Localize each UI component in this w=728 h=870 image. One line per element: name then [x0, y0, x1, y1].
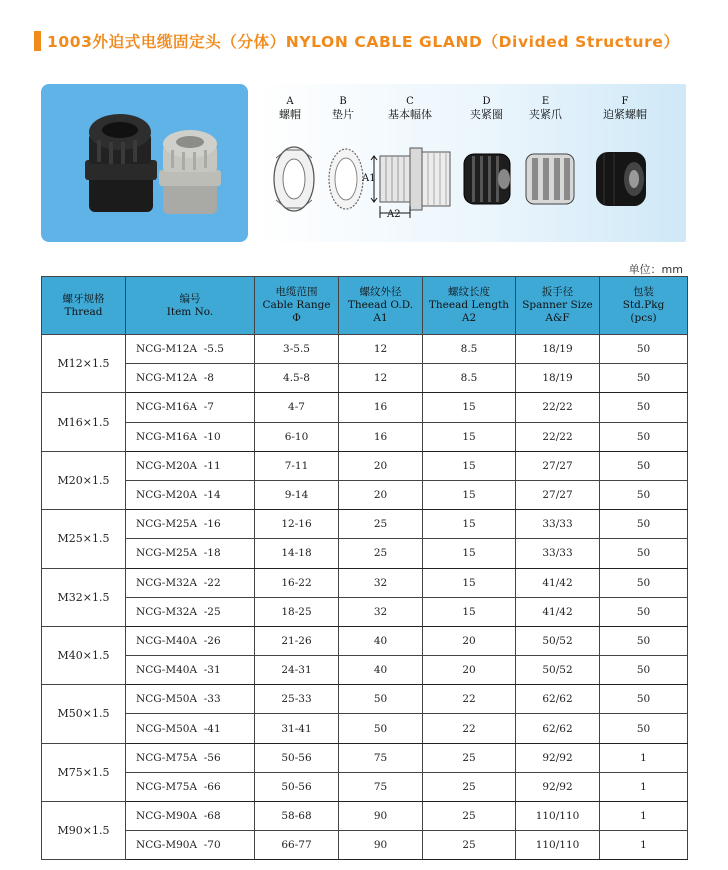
spanner-size-cell: 110/110	[516, 831, 600, 860]
cable-range-cell: 25-33	[255, 685, 339, 714]
table-row	[42, 831, 688, 860]
std-pkg-cell: 50	[600, 364, 688, 393]
std-pkg-cell: 50	[600, 568, 688, 597]
thread-od-cell: 50	[339, 714, 423, 743]
thread-cell: M40×1.5	[42, 626, 126, 684]
thread-od-cell: 75	[339, 772, 423, 801]
spanner-size-cell: 33/33	[516, 510, 600, 539]
thread-length-cell: 15	[423, 597, 516, 626]
std-pkg-cell: 50	[600, 480, 688, 509]
table-row	[42, 802, 688, 831]
thread-od-cell: 90	[339, 831, 423, 860]
table-header-row	[42, 277, 688, 335]
cable-range-cell: 7-11	[255, 451, 339, 480]
thread-length-cell: 20	[423, 656, 516, 685]
thread-od-cell: 32	[339, 568, 423, 597]
thread-cell: M25×1.5	[42, 510, 126, 568]
part-label-b: B 垫片	[332, 96, 354, 121]
item-no-cell: NCG-M32A -22	[126, 568, 255, 597]
thread-od-cell: 75	[339, 743, 423, 772]
spanner-size-cell: 92/92	[516, 743, 600, 772]
thread-od-cell: 20	[339, 451, 423, 480]
item-no-cell: NCG-M40A -31	[126, 656, 255, 685]
cable-range-cell: 4-7	[255, 393, 339, 422]
spanner-size-cell: 27/27	[516, 480, 600, 509]
thread-od-cell: 40	[339, 656, 423, 685]
thread-length-cell: 15	[423, 422, 516, 451]
std-pkg-cell: 1	[600, 802, 688, 831]
thread-cell: M90×1.5	[42, 802, 126, 860]
thread-length-cell: 15	[423, 568, 516, 597]
thread-od-cell: 16	[339, 393, 423, 422]
page-title-row	[34, 30, 680, 52]
thread-od-cell: 25	[339, 510, 423, 539]
thread-length-cell: 22	[423, 714, 516, 743]
item-no-cell: NCG-M25A -18	[126, 539, 255, 568]
unit-note: 单位：mm	[628, 263, 683, 276]
cable-range-cell: 14-18	[255, 539, 339, 568]
spanner-size-cell: 41/42	[516, 568, 600, 597]
thread-od-cell: 32	[339, 597, 423, 626]
thread-length-cell: 8.5	[423, 335, 516, 364]
part-label-e: E 夹紧爪	[529, 96, 562, 121]
table-row	[42, 597, 688, 626]
table-row	[42, 568, 688, 597]
std-pkg-cell: 50	[600, 714, 688, 743]
item-no-cell: NCG-M12A -5.5	[126, 335, 255, 364]
table-row	[42, 335, 688, 364]
spanner-size-cell: 18/19	[516, 335, 600, 364]
std-pkg-cell: 1	[600, 772, 688, 801]
header-spanner-size: 扳手径 Spanner Size A&F	[516, 277, 600, 335]
std-pkg-cell: 50	[600, 597, 688, 626]
cable-range-cell: 16-22	[255, 568, 339, 597]
std-pkg-cell: 1	[600, 743, 688, 772]
thread-length-cell: 8.5	[423, 364, 516, 393]
spanner-size-cell: 33/33	[516, 539, 600, 568]
header-thread: 螺牙规格 Thread	[42, 277, 126, 335]
cable-range-cell: 3-5.5	[255, 335, 339, 364]
cable-range-cell: 4.5-8	[255, 364, 339, 393]
header-std-pkg: 包装 Std.Pkg (pcs)	[600, 277, 688, 335]
part-f-sealing-nut-drawing	[596, 152, 646, 206]
item-no-cell: NCG-M20A -11	[126, 451, 255, 480]
part-c-body-drawing	[361, 148, 450, 220]
thread-cell: M50×1.5	[42, 685, 126, 743]
part-d-clamp-ring-drawing	[464, 154, 510, 204]
spanner-size-cell: 18/19	[516, 364, 600, 393]
std-pkg-cell: 50	[600, 422, 688, 451]
table-row	[42, 422, 688, 451]
cable-range-cell: 12-16	[255, 510, 339, 539]
cable-range-cell: 31-41	[255, 714, 339, 743]
thread-cell: M16×1.5	[42, 393, 126, 451]
spec-table	[41, 276, 688, 860]
title-accent-bar	[34, 31, 41, 51]
table-row	[42, 364, 688, 393]
thread-od-cell: 12	[339, 335, 423, 364]
table-row	[42, 510, 688, 539]
dimension-a2-label: A2	[387, 209, 401, 220]
part-label-a: A 螺帽	[279, 96, 301, 121]
product-photo	[41, 84, 248, 242]
thread-od-cell: 50	[339, 685, 423, 714]
header-item-no: 编号 Item No.	[126, 277, 255, 335]
std-pkg-cell: 50	[600, 451, 688, 480]
std-pkg-cell: 50	[600, 510, 688, 539]
thread-cell: M75×1.5	[42, 743, 126, 801]
thread-length-cell: 25	[423, 802, 516, 831]
spanner-size-cell: 41/42	[516, 597, 600, 626]
std-pkg-cell: 50	[600, 539, 688, 568]
spanner-size-cell: 27/27	[516, 451, 600, 480]
table-row	[42, 772, 688, 801]
item-no-cell: NCG-M16A -7	[126, 393, 255, 422]
page-title: 1003外迫式电缆固定头（分体）NYLON CABLE GLAND（Divided Structure）	[47, 33, 680, 51]
parts-diagram	[258, 84, 686, 242]
spanner-size-cell: 50/52	[516, 626, 600, 655]
spanner-size-cell: 110/110	[516, 802, 600, 831]
cable-gland-photo-illustration	[41, 84, 248, 242]
item-no-cell: NCG-M32A -25	[126, 597, 255, 626]
item-no-cell: NCG-M25A -16	[126, 510, 255, 539]
spanner-size-cell: 62/62	[516, 685, 600, 714]
item-no-cell: NCG-M50A -41	[126, 714, 255, 743]
item-no-cell: NCG-M16A -10	[126, 422, 255, 451]
thread-od-cell: 25	[339, 539, 423, 568]
spanner-size-cell: 62/62	[516, 714, 600, 743]
thread-length-cell: 15	[423, 451, 516, 480]
thread-cell: M12×1.5	[42, 335, 126, 393]
thread-od-cell: 90	[339, 802, 423, 831]
part-label-d: D 夹紧圈	[470, 96, 503, 121]
spanner-size-cell: 22/22	[516, 393, 600, 422]
header-cable-range: 电缆范围 Cable Range Φ	[255, 277, 339, 335]
table-row	[42, 743, 688, 772]
part-a-nut-drawing	[274, 147, 314, 211]
cable-range-cell: 18-25	[255, 597, 339, 626]
table-row	[42, 714, 688, 743]
table-row	[42, 539, 688, 568]
header-thread-od: 螺纹外径 Theead O.D. A1	[339, 277, 423, 335]
part-b-washer-drawing	[329, 149, 363, 209]
table-row	[42, 626, 688, 655]
part-label-f: F 迫紧螺帽	[603, 96, 647, 121]
spanner-size-cell: 50/52	[516, 656, 600, 685]
thread-length-cell: 25	[423, 743, 516, 772]
cable-range-cell: 6-10	[255, 422, 339, 451]
thread-length-cell: 15	[423, 510, 516, 539]
item-no-cell: NCG-M75A -56	[126, 743, 255, 772]
thread-od-cell: 16	[339, 422, 423, 451]
dimension-a1-label: A1	[362, 173, 376, 184]
std-pkg-cell: 50	[600, 626, 688, 655]
thread-length-cell: 20	[423, 626, 516, 655]
spanner-size-cell: 22/22	[516, 422, 600, 451]
table-row	[42, 480, 688, 509]
thread-od-cell: 12	[339, 364, 423, 393]
thread-length-cell: 22	[423, 685, 516, 714]
cable-range-cell: 50-56	[255, 772, 339, 801]
cable-range-cell: 58-68	[255, 802, 339, 831]
std-pkg-cell: 50	[600, 656, 688, 685]
header-thread-length: 螺纹长度 Theead Length A2	[423, 277, 516, 335]
table-row	[42, 685, 688, 714]
cable-range-cell: 50-56	[255, 743, 339, 772]
item-no-cell: NCG-M40A -26	[126, 626, 255, 655]
item-no-cell: NCG-M50A -33	[126, 685, 255, 714]
thread-length-cell: 15	[423, 480, 516, 509]
item-no-cell: NCG-M90A -70	[126, 831, 255, 860]
spanner-size-cell: 92/92	[516, 772, 600, 801]
cable-range-cell: 21-26	[255, 626, 339, 655]
thread-length-cell: 25	[423, 831, 516, 860]
item-no-cell: NCG-M20A -14	[126, 480, 255, 509]
part-e-clamp-claw-drawing	[526, 154, 574, 204]
item-no-cell: NCG-M75A -66	[126, 772, 255, 801]
thread-length-cell: 15	[423, 393, 516, 422]
std-pkg-cell: 50	[600, 685, 688, 714]
cable-range-cell: 66-77	[255, 831, 339, 860]
cable-range-cell: 9-14	[255, 480, 339, 509]
cable-range-cell: 24-31	[255, 656, 339, 685]
thread-od-cell: 20	[339, 480, 423, 509]
thread-cell: M32×1.5	[42, 568, 126, 626]
std-pkg-cell: 1	[600, 831, 688, 860]
item-no-cell: NCG-M90A -68	[126, 802, 255, 831]
std-pkg-cell: 50	[600, 335, 688, 364]
thread-cell: M20×1.5	[42, 451, 126, 509]
table-row	[42, 656, 688, 685]
thread-length-cell: 15	[423, 539, 516, 568]
thread-od-cell: 40	[339, 626, 423, 655]
table-row	[42, 393, 688, 422]
item-no-cell: NCG-M12A -8	[126, 364, 255, 393]
thread-length-cell: 25	[423, 772, 516, 801]
std-pkg-cell: 50	[600, 393, 688, 422]
part-label-c: C 基本幅体	[388, 96, 432, 121]
table-row	[42, 451, 688, 480]
